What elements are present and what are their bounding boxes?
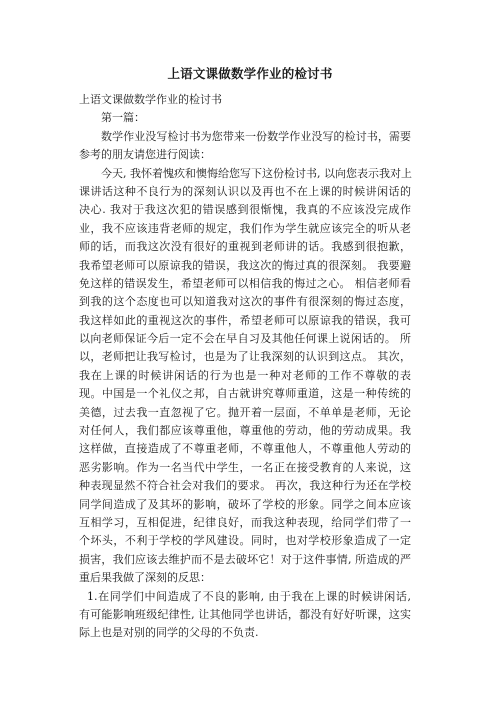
- body-line: 以，老师把让我写检讨，也是为了让我深刻的认识到这点。 其次，: [79, 350, 411, 364]
- body-line: 参考的朋友请您进行阅读：: [79, 148, 211, 162]
- body-line: 课讲话这种不良行为的深刻认识以及再也不在上课的时候讲闲话的: [79, 184, 411, 198]
- body-line: 损害，我们应该去维护而不是去破坏它！对于这件事情, 所造成的严: [79, 552, 411, 566]
- document-body: [79, 91, 411, 643]
- body-line: 同学间造成了及其坏的影响，破坏了学校的形象。同学之间本应该: [79, 497, 411, 511]
- body-line: 际上也是对别的同学的父母的不负责.: [79, 626, 259, 640]
- body-line: 现。中国是一个礼仪之邦，自古就讲究尊师重道，这是一种传统的: [79, 387, 411, 401]
- document-title: 上语文课做数学作业的检讨书: [167, 66, 333, 81]
- body-line: 我这样如此的重视这次的事件，希望老师可以原谅我的错误，我可: [79, 313, 411, 327]
- body-line: 业，我不应该违背老师的规定，我们作为学生就应该完全的听从老: [79, 221, 411, 235]
- body-line: 我在上课的时候讲闲话的行为也是一种对老师的工作不尊敬的表: [79, 368, 411, 382]
- body-line: 有可能影响班级纪律性, 让其他同学也讲话，都没有好好听课，这实: [79, 607, 411, 621]
- body-line-list-item: 1.在同学们中间造成了不良的影响, 由于我在上课的时候讲闲话,: [87, 589, 411, 603]
- body-line: 免这样的错误发生，希望老师可以相信我的悔过之心。 相信老师看: [79, 276, 411, 290]
- body-line: 对任何人，我们都应该尊重他，尊重他的劳动，他的劳动成果。我: [79, 424, 411, 438]
- body-line: 美德，过去我一直忽视了它。抛开着一层面，不单单是老师，无论: [79, 405, 411, 419]
- body-line: 决心. 我对于我这次犯的错误感到很惭愧，我真的不应该没完成作: [79, 203, 411, 217]
- body-line: 师的话，而我这次没有很好的重视到老师讲的话。我感到很抱歉，: [79, 240, 411, 254]
- body-line: 我希望老师可以原谅我的错误，我这次的悔过真的很深刻。 我要避: [79, 258, 411, 272]
- body-line: 个坏头，不利于学校的学风建设。同时，也对学校形象造成了一定: [79, 534, 411, 548]
- body-line: 互相学习，互相促进，纪律良好，而我这种表现，给同学们带了一: [79, 515, 411, 529]
- body-line: 数学作业没写检讨书为您带来一份数学作业没写的检讨书，需要: [101, 129, 411, 143]
- body-line: 种表现显然不符合社会对我们的要求。 再次，我这种行为还在学校: [79, 479, 411, 493]
- body-line: 以向老师保证今后一定不会在早自习及其他任何课上说闲话的。 所: [79, 332, 411, 346]
- body-line-section-heading: 第一篇：: [101, 111, 145, 125]
- body-line: 这样做，直接造成了不尊重老师，不尊重他人，不尊重他人劳动的: [79, 442, 411, 456]
- body-line-subtitle: 上语文课做数学作业的检讨书: [79, 93, 222, 106]
- body-line: 恶劣影响。作为一名当代中学生，一名正在接受教育的人来说，这: [79, 460, 411, 474]
- body-line: 到我的这个态度也可以知道我对这次的事件有很深刻的悔过态度，: [79, 295, 411, 309]
- body-line: 今天, 我怀着愧疚和懊悔给您写下这份检讨书, 以向您表示我对上: [101, 166, 412, 180]
- body-line: 重后果我做了深刻的反思：: [79, 571, 211, 585]
